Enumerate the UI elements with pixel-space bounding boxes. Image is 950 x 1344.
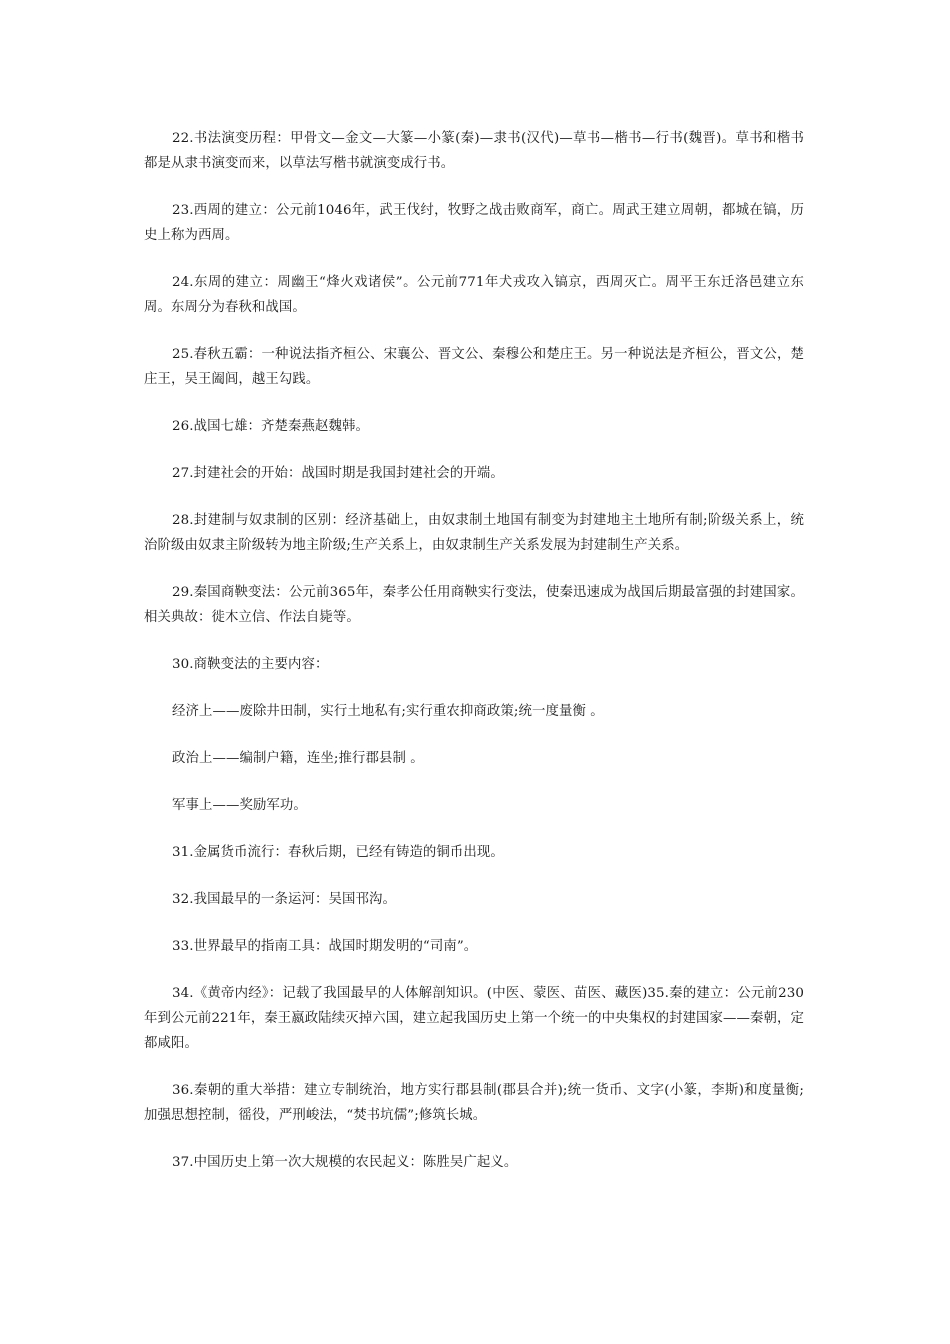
paragraph-reform-economy: 经济上——废除井田制，实行土地私有;实行重农抑商政策;统一度量衡 。 xyxy=(172,704,604,719)
paragraph-30-reform-contents: 30.商鞅变法的主要内容： xyxy=(172,657,329,672)
paragraph-23-western-zhou: 23.西周的建立：公元前1046年，武王伐纣，牧野之战击败商军，商亡。周武王建立周朝，都城在镐，历史上称为西周。 xyxy=(144,203,804,243)
paragraph-33-compass: 33.世界最早的指南工具：战国时期发明的“司南”。 xyxy=(172,939,478,954)
document-body xyxy=(144,126,804,1197)
paragraph-27-feudal-society-start: 27.封建社会的开始：战国时期是我国封建社会的开端。 xyxy=(172,466,504,481)
paragraph-31-metal-currency: 31.金属货币流行：春秋后期，已经有铸造的铜币出现。 xyxy=(172,845,504,860)
paragraph-28-feudal-vs-slavery: 28.封建制与奴隶制的区别：经济基础上，由奴隶制土地国有制变为封建地主土地所有制;阶级关系上，统治阶级由奴隶主阶级转为地主阶级;生产关系上，由奴隶制生产关系发展为封建制生产关系。 xyxy=(144,513,804,553)
paragraph-reform-politics: 政治上——编制户籍，连坐;推行郡县制 。 xyxy=(172,751,424,766)
paragraph-29-shang-yang-reform: 29.秦国商鞅变法：公元前365年，秦孝公任用商鞅实行变法，使秦迅速成为战国后期最富强的封建国家。相关典故：徙木立信、作法自毙等。 xyxy=(144,585,804,625)
paragraph-36-qin-measures: 36.秦朝的重大举措：建立专制统治，地方实行郡县制(郡县合并);统一货币、文字(小篆，李斯)和度量衡;加强思想控制，徭役，严刑峻法，“焚书坑儒”;修筑长城。 xyxy=(144,1083,804,1123)
paragraph-34-35-huangdi-neijing-qin: 34.《黄帝内经》：记载了我国最早的人体解剖知识。(中医、蒙医、苗医、藏医)35.秦的建立：公元前230年到公元前221年，秦王嬴政陆续灭掉六国，建立起我国历史上第一个统一的中央集权的封建国家——秦朝，定都咸阳。 xyxy=(144,986,804,1051)
paragraph-reform-military: 军事上——奖励军功。 xyxy=(172,798,307,813)
paragraph-37-peasant-uprising: 37.中国历史上第一次大规模的农民起义：陈胜吴广起义。 xyxy=(172,1155,518,1170)
paragraph-22-calligraphy: 22.书法演变历程：甲骨文—金文—大篆—小篆(秦)—隶书(汉代)—草书—楷书—行书(魏晋)。草书和楷书都是从隶书演变而来，以草法写楷书就演变成行书。 xyxy=(144,131,804,171)
paragraph-24-eastern-zhou: 24.东周的建立：周幽王“烽火戏诸侯”。公元前771年犬戎攻入镐京，西周灭亡。周平王东迁洛邑建立东周。东周分为春秋和战国。 xyxy=(144,275,804,315)
paragraph-25-five-hegemons: 25.春秋五霸：一种说法指齐桓公、宋襄公、晋文公、秦穆公和楚庄王。另一种说法是齐桓公，晋文公，楚庄王，吴王阖闾，越王勾践。 xyxy=(144,347,804,387)
paragraph-32-earliest-canal: 32.我国最早的一条运河：吴国邗沟。 xyxy=(172,892,396,907)
paragraph-26-seven-warring-states: 26.战国七雄：齐楚秦燕赵魏韩。 xyxy=(172,419,369,434)
